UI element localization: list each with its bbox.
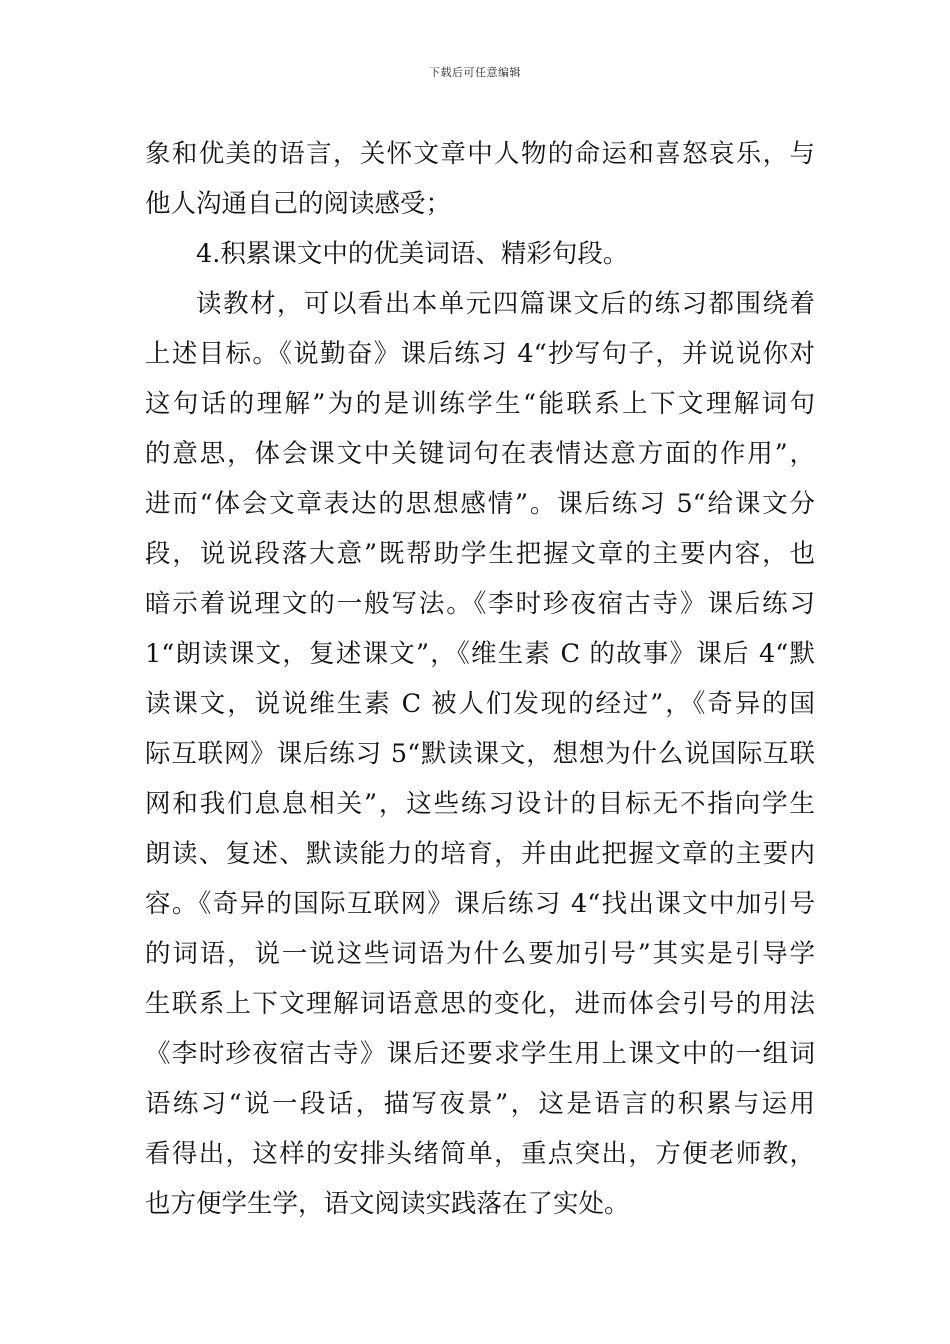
text-line: 也方便学生学，语文阅读实践落在了实处。	[145, 1189, 630, 1219]
text-line: 容。《奇异的国际互联网》课后练习 4“找出课文中加引号	[145, 889, 815, 919]
text-line: 他人沟通自己的阅读感受；	[145, 189, 452, 219]
text-line: 段，说说段落大意”既帮助学生把握文章的主要内容，也	[145, 539, 815, 569]
text-line: 象和优美的语言，关怀文章中人物的命运和喜怒哀乐，与	[145, 139, 815, 169]
text-line: 生联系上下文理解词语意思的变化，进而体会引号的用法	[145, 989, 815, 1019]
text-line: 朗读、复述、默读能力的培育，并由此把握文章的主要内	[145, 839, 815, 869]
text-line: 读课文，说说维生素 C 被人们发现的经过”，《奇异的国	[145, 689, 815, 719]
text-line: 语练习“说一段话，描写夜景”，这是语言的积累与运用	[145, 1089, 815, 1119]
text-line: 进而“体会文章表达的思想感情”。课后练习 5“给课文分	[145, 489, 815, 519]
text-line: 这句话的理解”为的是训练学生“能联系上下文理解词句	[145, 389, 815, 419]
text-line: 看得出，这样的安排头绪简单，重点突出，方便老师教，	[145, 1139, 815, 1169]
page-header: 下载后可任意编辑	[429, 66, 521, 79]
text-line: 1“朗读课文，复述课文”，《维生素 C 的故事》课后 4“默	[145, 639, 815, 669]
body-text	[145, 129, 815, 1229]
text-line: 暗示着说理文的一般写法。《李时珍夜宿古寺》课后练习	[145, 589, 815, 619]
text-line: 的意思，体会课文中关键词句在表情达意方面的作用”，	[145, 439, 815, 469]
text-line: 的词语，说一说这些词语为什么要加引号”其实是引导学	[145, 939, 815, 969]
text-line: 上述目标。《说勤奋》课后练习 4“抄写句子，并说说你对	[145, 339, 815, 369]
text-line: 际互联网》课后练习 5“默读课文，想想为什么说国际互联	[145, 739, 815, 769]
text-line: 4.积累课文中的优美词语、精彩句段。	[196, 239, 629, 269]
text-line: 读教材，可以看出本单元四篇课文后的练习都围绕着	[196, 289, 815, 319]
text-line: 网和我们息息相关”，这些练习设计的目标无不指向学生	[145, 789, 815, 819]
text-line: 《李时珍夜宿古寺》课后还要求学生用上课文中的一组词	[145, 1039, 815, 1069]
